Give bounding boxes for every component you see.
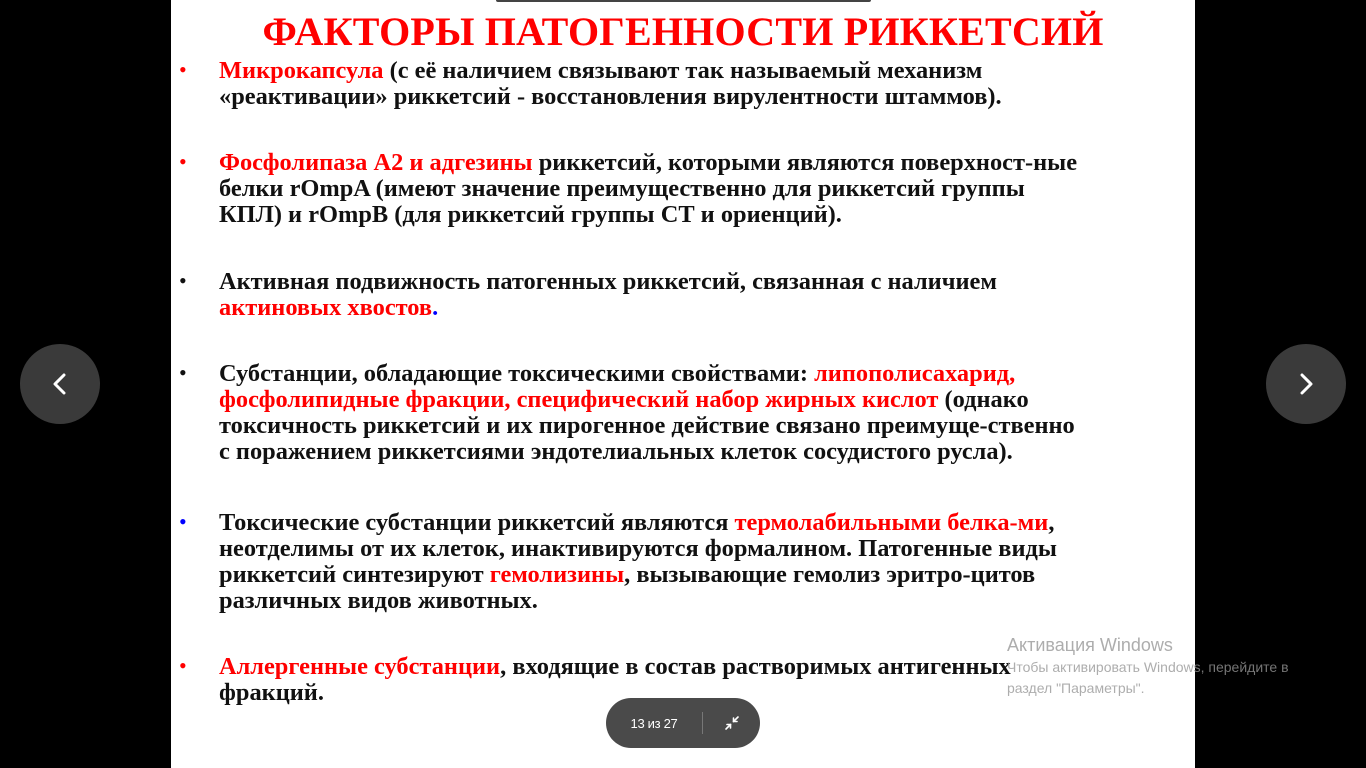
item-3-highlight: актиновых хвостов — [219, 294, 433, 321]
bullet-6: • — [179, 653, 187, 678]
item-4-highlight-2: фосфолипидные фракции, специфический набор жирных кислот — [219, 386, 939, 413]
next-slide-button[interactable] — [1266, 344, 1346, 424]
item-2-text: риккетсий, которыми являются поверхност-ные — [532, 149, 1078, 176]
list-item-thermolabile — [219, 510, 1189, 614]
item-2-highlight: Фосфолипаза А2 и адгезины — [219, 149, 533, 176]
collapse-arrows-icon — [724, 715, 740, 731]
item-4-line4: с поражением риккетсиями эндотелиальных клеток сосудистого русла). — [219, 438, 1013, 465]
chevron-left-icon — [46, 370, 74, 398]
list-item-phospholipase — [219, 150, 1189, 228]
chevron-right-icon — [1292, 370, 1320, 398]
item-5-text-3: риккетсий синтезируют — [219, 561, 490, 588]
item-5-text: Токсические субстанции риккетсий являются — [219, 509, 735, 536]
item-2-line2: белки rOmpA (имеют значение преимущественно для риккетсий группы — [219, 175, 1025, 202]
item-5-highlight-2: гемолизины — [489, 561, 625, 588]
item-4-text-2: (однако — [938, 386, 1029, 413]
item-4-highlight: липополисахарид, — [814, 360, 1016, 387]
item-5-comma: , — [1048, 509, 1055, 536]
bullet-5: • — [179, 509, 187, 534]
item-5-line4: различных видов животных. — [219, 587, 538, 614]
previous-slide-button[interactable] — [20, 344, 100, 424]
item-6-line2: фракций. — [219, 679, 324, 706]
windows-activation-watermark — [1007, 634, 1362, 698]
list-item-motility — [219, 269, 1189, 321]
item-6-text: , входящие в состав растворимых антигенных — [500, 653, 1011, 680]
list-item-microcapsule — [219, 58, 1189, 110]
bullet-3: • — [179, 268, 187, 293]
item-4-text: Субстанции, обладающие токсическими свойствами: — [219, 360, 815, 387]
item-1-highlight: Микрокапсула — [219, 57, 384, 84]
item-6-highlight: Аллергенные субстанции — [219, 653, 501, 680]
activation-title: Активация Windows — [1007, 635, 1173, 655]
slide-title: ФАКТОРЫ ПАТОГЕННОСТИ РИККЕТСИЙ — [262, 9, 1104, 54]
item-1-line2: «реактивации» риккетсий - восстановления вирулентности штаммов). — [219, 83, 1002, 110]
item-2-line3: КПЛ) и rOmpB (для риккетсий группы СТ и ориенций). — [219, 201, 842, 228]
bullet-2: • — [179, 149, 187, 174]
item-4-line3: токсичность риккетсий и их пирогенное действие связано преимуще-ственно — [219, 412, 1075, 439]
page-indicator-bar — [606, 698, 760, 748]
list-item-toxic-substances — [219, 361, 1189, 465]
activation-line2: раздел "Параметры". — [1007, 680, 1145, 696]
item-5-highlight: термолабильными белка-ми — [734, 509, 1049, 536]
item-5-line2: неотделимы от их клеток, инактивируются формалином. Патогенные виды — [219, 535, 1057, 562]
activation-line1: Чтобы активировать Windows, перейдите в — [1007, 659, 1289, 675]
bullet-4: • — [179, 360, 187, 385]
item-1-text: (с её наличием связывают так называемый механизм — [383, 57, 983, 84]
item-5-text-3b: , вызывающие гемолиз эритро-цитов — [624, 561, 1036, 588]
exit-fullscreen-button[interactable] — [703, 698, 760, 748]
item-3-period: . — [432, 294, 439, 321]
slide-top-bar — [496, 0, 871, 2]
bullet-1: • — [179, 57, 187, 82]
item-3-line1: Активная подвижность патогенных риккетсий, связанная с наличием — [219, 268, 997, 295]
page-counter: 13 из 27 — [630, 715, 678, 731]
